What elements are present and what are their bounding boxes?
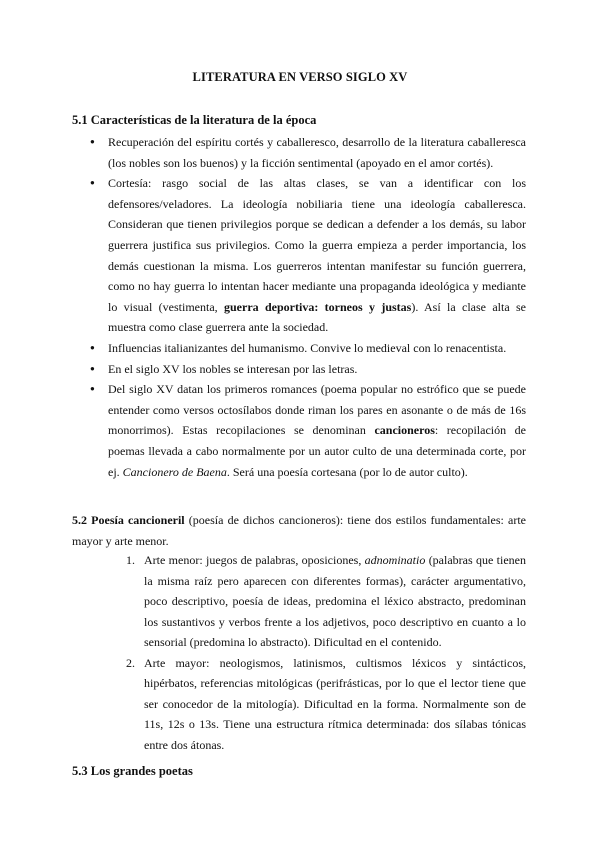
list-item <box>90 359 526 380</box>
list-item-text: ). Así la clase alta se muestra como clase guerrera ante la sociedad. <box>108 299 526 335</box>
list-item <box>90 132 526 173</box>
list-item <box>90 173 526 338</box>
section-5-2-intro <box>72 510 526 551</box>
list-item-text: (palabras que tienen la misma raíz pero aparecen con diferentes formas), carácter argumentativo, poco descriptivo, poesía de ideas, predomina el léxico abstracto, predominan los sustantivos y verbos frente a los adjetivos, poco descriptivo en cuanto a lo sensorial (predomina lo abstracto). Dificultad en el contenido. <box>144 553 526 649</box>
list-item-text: Del siglo XV datan los primeros romances (poema popular no estrófico que se puede entender como versos octosílabos donde riman los pares en asonante o de más de 16s monorrimos). Estas recopilaciones se denominan <box>108 382 526 438</box>
section-heading-5-3: 5.3 Los grandes poetas <box>72 764 193 778</box>
list-item-text: Arte mayor: neologismos, latinismos, cultismos léxicos y sintácticos, hipérbatos, referencias mitológicas (perifrásticas, por lo que el lector tiene que ser conocedor de la mitología). Dificultad en la forma. Normalmente son de 11s, 12s o 13s. Tiene una estructura rítmica determinada: dos sílabas tónicas entre dos átonas. <box>144 655 526 752</box>
bold-term: cancioneros <box>374 423 435 438</box>
section-heading-5-1: 5.1 Características de la literatura de la época <box>72 113 317 127</box>
list-item-text: Influencias italianizantes del humanismo. Convive lo medieval con lo renacentista. <box>108 340 507 355</box>
characteristics-list <box>90 132 526 482</box>
list-item <box>126 550 526 653</box>
list-item-text: Cortesía: rasgo social de las altas clases, se van a identificar con los defensores/veladores. La ideología nobiliaria tiene una ideología caballeresca. Consideran que tienen privilegios porque se dedican a defender a los demás, su labor guerrera justifica sus privilegios. Como la guerra empieza a perder importancia, los demás cuestionan la misma. Los guerreros intentan manifestar su función guerrera, como no hay guerra lo intentan hacer mediante una propaganda ideológica y mediante lo visual (vestimenta, <box>108 176 526 314</box>
list-item <box>126 653 526 756</box>
section-heading-5-2: 5.2 Poesía cancioneril <box>72 513 185 527</box>
list-number: 1. <box>126 553 135 567</box>
bold-term: guerra deportiva: torneos y justas <box>224 299 412 314</box>
italic-term: adnominatio <box>364 553 426 567</box>
list-number: 2. <box>126 655 135 670</box>
list-item-text: Recuperación del espíritu cortés y caballeresco, desarrollo de la literatura caballeresca (los nobles son los buenos) y la ficción sentimental (apoyado en el amor cortés). <box>108 135 526 170</box>
italic-title: Cancionero de Baena <box>122 464 227 479</box>
list-item <box>90 338 526 359</box>
list-item <box>90 379 526 482</box>
list-item-text: . Será una poesía cortesana (por lo de autor culto). <box>226 464 468 479</box>
list-item-text: : recopilación de poemas llevada a cabo normalmente por un autor culto de una determinada corte, por ej. <box>108 423 527 479</box>
list-item-text: Arte menor: juegos de palabras, oposiciones, <box>144 553 365 567</box>
page-title: LITERATURA EN VERSO SIGLO XV <box>192 70 408 84</box>
paragraph-text: (poesía de dichos cancioneros): tiene dos estilos fundamentales: arte mayor y arte menor. <box>72 513 526 548</box>
list-item-text: En el siglo XV los nobles se interesan por las letras. <box>108 361 358 376</box>
styles-list <box>126 550 526 755</box>
